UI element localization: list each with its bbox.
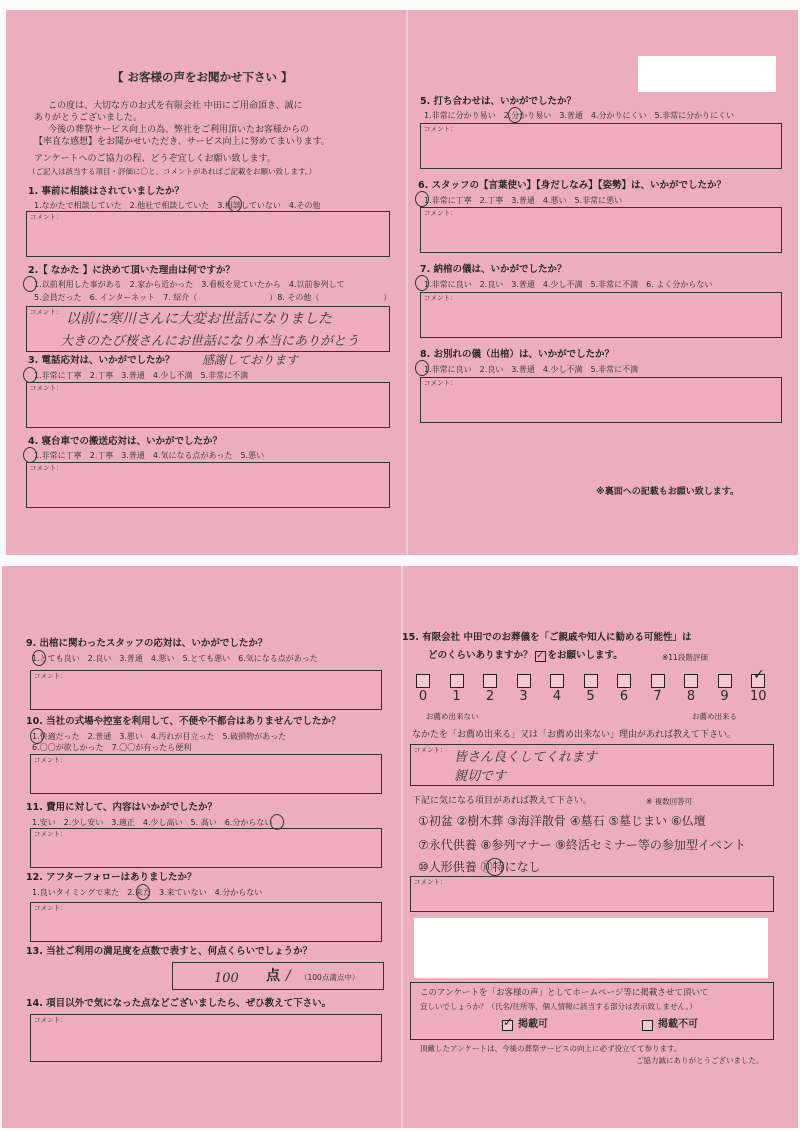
question-10: 10. 当社の式場や控室を利用して、不便や不都合はありませんでしたか？	[26, 716, 341, 727]
answer-circle	[32, 650, 46, 666]
comment-label: コメント：	[34, 830, 67, 838]
redacted-area	[638, 56, 776, 92]
question-15-line-2	[428, 650, 623, 662]
score-unit: 点	[266, 968, 280, 984]
question-6-options: 1.非常に丁寧 2.丁寧 3.普通 4.悪い 5.非常に悪い	[424, 196, 623, 205]
question-9-options: 1.とても良い 2.良い 3.普通 4.悪い 5.とても悪い 6.気になる点があった	[32, 654, 318, 663]
paper-fold	[406, 10, 408, 555]
question-7: 7. 納棺の儀は、いかがでしたか？	[420, 264, 567, 275]
answer-circle	[415, 360, 429, 376]
check-mark-icon: ✓	[536, 651, 544, 661]
answer-circle	[23, 276, 37, 292]
question-10-options-1: 1.快適だった 2.普通 3.悪い 4.汚れが目立った 5.破損物があった	[32, 732, 287, 741]
comment-label: コメント：	[34, 756, 67, 764]
scale-checkbox-2[interactable]	[483, 674, 497, 688]
interest-options-row-2: ⑦永代供養 ⑧参列マナー ⑨終活セミナー等の参加型イベント	[418, 838, 746, 852]
publish-question-line-1: このアンケートを「お客様の声」としてホームページ等に掲載させて頂いて	[420, 988, 709, 998]
answer-circle	[23, 447, 37, 463]
question-15-line-1: 15. 有限会社 中田でのお葬儀を「ご親戚や知人に勧める可能性」は	[402, 632, 692, 643]
question-2-options-1: 1.以前利用した事がある 2.家から近かった 3.看板を見ていたから 4.以前参列して	[34, 280, 345, 289]
comment-box-q8[interactable]	[420, 377, 782, 423]
comment-label: コメント：	[30, 308, 63, 316]
interest-options-row-3: ⑩人形供養 ⑪特になし	[418, 860, 541, 874]
comment-box-q7[interactable]	[420, 292, 782, 338]
scale-number-5: 5	[586, 689, 595, 704]
question-4: 4. 寝台車での搬送応対は、いかがでしたか？	[28, 436, 223, 447]
answer-circle	[486, 858, 504, 876]
answer-circle	[30, 728, 44, 744]
comment-label: コメント：	[30, 464, 63, 472]
answer-circle	[136, 884, 150, 900]
intro-line-5: アンケートへのご協力の程、どうぞ宜しくお願い致します。	[34, 154, 276, 164]
scale-checkbox-5[interactable]	[584, 674, 598, 688]
scale-number-6: 6	[619, 689, 629, 704]
paper-fold	[401, 566, 403, 1128]
question-11: 11. 費用に対して、内容はいかがでしたか？	[26, 802, 217, 813]
publish-yes-label: 掲載可	[518, 1019, 548, 1030]
intro-line-2: ありがとうございました。	[34, 113, 143, 123]
comment-label: コメント：	[424, 294, 457, 302]
comment-label: コメント：	[414, 746, 447, 754]
intro-line-1: この度は、大切な方のお式を有限会社 中田にご用命頂き、誠に	[48, 101, 303, 111]
scale-number-2: 2	[485, 689, 495, 704]
comment-label: コメント：	[34, 1016, 67, 1024]
scale-checkbox-3[interactable]	[517, 674, 531, 688]
scale-checkbox-4[interactable]	[550, 674, 564, 688]
question-15-line-2-suffix: をお願いします。	[547, 650, 623, 661]
comment-label: コメント：	[34, 672, 67, 680]
handwritten-reason-line-1: 皆さん良くしてくれます	[454, 750, 598, 765]
reason-question: なかたを「お薦め出来る」又は「お薦め出来ない」理由があれば教えて下さい。	[412, 730, 737, 740]
comment-box-q10[interactable]	[30, 754, 382, 794]
handwritten-comment-q3: 感謝しております	[202, 353, 299, 367]
publish-question-line-2: 宜しいでしょうか？（氏名/住所等、個人情報に該当する部分は表示致しません。）	[420, 1002, 697, 1011]
question-8-options: 1.非常に良い 2.良い 3.普通 4.少し不満 5.非常に不満	[424, 365, 639, 374]
question-10-options-2: 6.〇〇が欲しかった 7.〇〇が有ったら便利	[32, 743, 192, 752]
question-4-options: 1.非常に丁寧 2.丁寧 3.普通 4.気になる点があった 5.悪い	[34, 451, 265, 460]
question-3: 3. 電話応対は、いかがでしたか？	[28, 355, 175, 366]
scale-label-high: お薦め出来る	[692, 712, 737, 721]
scale-number-9: 9	[720, 689, 729, 704]
check-mark-icon: ✓	[753, 667, 765, 683]
handwritten-reason-line-2: 親切です	[454, 769, 507, 784]
intro-line-4: 【率直な感想】をお聞かせいただき、サービス向上に努めてまいります。	[34, 137, 330, 147]
scale-number-1: 1	[452, 689, 461, 704]
footer-line-1: 頂戴したアンケートは、今後の葬祭サービスの向上に必ず役立てて参ります。	[420, 1044, 682, 1053]
interest-comment-box[interactable]	[410, 876, 774, 912]
interest-options-row-1: ①初盆 ②樹木葬 ③海洋散骨 ④墓石 ⑤墓じまい ⑥仏壇	[418, 814, 706, 828]
answer-circle	[228, 196, 242, 212]
score-note: （100点満点中）	[300, 973, 360, 982]
scale-checkbox-7[interactable]	[651, 674, 665, 688]
question-15-line-2-text: どのくらいありますか？	[428, 650, 533, 661]
back-side-note: ※裏面への記載もお願い致します。	[596, 487, 740, 497]
scale-number-0: 0	[418, 689, 428, 704]
question-11-options: 1.安い 2.少し安い 3.適正 4.少し高い 5. 高い 6.分からない	[32, 818, 273, 827]
scale-number-4: 4	[552, 689, 562, 704]
check-mark-icon: ✓	[503, 1015, 514, 1029]
scale-number-7: 7	[653, 689, 662, 704]
redacted-area	[414, 918, 768, 978]
intro-line-3: 今後の葬祭サービス向上の為、弊社をご利用頂いたお客様からの	[48, 125, 310, 135]
comment-box-q1[interactable]	[26, 211, 390, 257]
footer-line-2: ご協力誠にありがとうございました。	[636, 1056, 764, 1065]
comment-box-q9[interactable]	[30, 670, 382, 710]
answer-circle	[508, 107, 522, 123]
question-1-options: 1.なかたで相談していた 2.他社で相談していた 3.相談していない 4.その他	[34, 201, 321, 210]
interest-note: ※ 複数回答可	[646, 797, 693, 806]
comment-label: コメント：	[30, 384, 63, 392]
question-14: 14. 項目以外で気になった点などございましたら、ぜひ教えて下さい。	[26, 998, 332, 1009]
publish-no-label: 掲載不可	[658, 1019, 698, 1030]
interest-question: 下記に気になる項目があれば教えて下さい。	[412, 796, 593, 806]
question-3-options: 1.非常に丁寧 2.丁寧 3.普通 4.少し不満 5.非常に不満	[34, 371, 249, 380]
question-1: 1. 事前に相談はされていましたか？	[28, 186, 185, 197]
handwritten-comment-q2-line-2: 大きのたび桜さんにお世話になり本当にありがとう	[60, 334, 360, 349]
question-12: 12. アフターフォローはありましたか？	[26, 872, 197, 883]
handwritten-comment-q2-line-1: 以前に寒川さんに大変お世話になりました	[66, 311, 332, 327]
question-9: 9. 出棺に関わったスタッフの応対は、いかがでしたか？	[26, 638, 268, 649]
question-6: 6. スタッフの【言葉使い】【身だしなみ】【姿勢】は、いかがでしたか？	[418, 180, 727, 191]
question-13: 13. 当社ご利用の満足度を点数で表すと、何点くらいでしょうか？	[26, 946, 313, 957]
scale-number-10: 10	[750, 689, 767, 704]
scale-label-low: お薦め出来ない	[426, 712, 479, 721]
question-2: 2.【 なかた 】に決めて頂いた理由は何ですか？	[28, 265, 235, 276]
comment-label: コメント：	[424, 379, 457, 387]
comment-box-q11[interactable]	[30, 828, 382, 868]
comment-label: コメント：	[34, 904, 67, 912]
comment-box-q6[interactable]	[420, 207, 782, 253]
answer-circle	[415, 275, 429, 291]
scale-checkbox-9[interactable]	[718, 674, 732, 688]
survey-sheet-back	[2, 566, 798, 1128]
scale-number-8: 8	[686, 689, 696, 704]
scale-checkbox-0[interactable]	[416, 674, 430, 688]
survey-sheet-front	[6, 10, 798, 555]
question-7-options: 1.非常に良い 2.良い 3.普通 4.少し不満 5.非常に不満 6. よく分からない	[424, 280, 713, 289]
comment-label: コメント：	[424, 209, 457, 217]
scale-checkbox-1[interactable]	[450, 674, 464, 688]
comment-label: コメント：	[424, 125, 457, 133]
comment-box-q5[interactable]	[420, 123, 782, 169]
scale-note: ※11段階評価	[662, 653, 708, 662]
scale-checkbox-8[interactable]	[684, 674, 698, 688]
intro-line-6: （ご記入は該当する項目・評価に〇と、コメントがあればご記載をお願い致します。）	[28, 167, 317, 176]
survey-title: 【 お客様の声をお聞かせ下さい 】	[112, 70, 293, 84]
answer-circle	[415, 191, 429, 207]
publish-no-checkbox[interactable]	[642, 1020, 653, 1031]
answer-circle	[23, 367, 37, 383]
question-5-options: 1.非常に分かり易い 2.分かり易い 3.普通 4.分かりにくい 5.非常に分かりにくい	[424, 111, 735, 120]
question-8: 8. お別れの儀（出棺）は、いかがでしたか？	[420, 349, 615, 360]
handwritten-score: 100	[214, 971, 239, 986]
comment-label: コメント：	[414, 878, 447, 886]
scale-checkbox-6[interactable]	[617, 674, 631, 688]
question-12-options: 1.良いタイミングで来た 2.来た 3.来ていない 4.分からない	[32, 888, 263, 897]
comment-box-q4[interactable]	[26, 462, 390, 508]
handwritten-slash: /	[286, 968, 291, 984]
comment-box-q14[interactable]	[30, 1014, 382, 1062]
comment-box-q3[interactable]	[26, 382, 390, 428]
question-2-options-2: 5.会員だった 6. インターネット 7. 紹介（ ）8. その他（ ）	[34, 293, 392, 302]
comment-label: コメント：	[30, 213, 63, 221]
question-5: 5. 打ち合わせは、いかがでしたか？	[420, 96, 577, 107]
comment-box-q12[interactable]	[30, 902, 382, 942]
scale-number-3: 3	[519, 689, 528, 704]
